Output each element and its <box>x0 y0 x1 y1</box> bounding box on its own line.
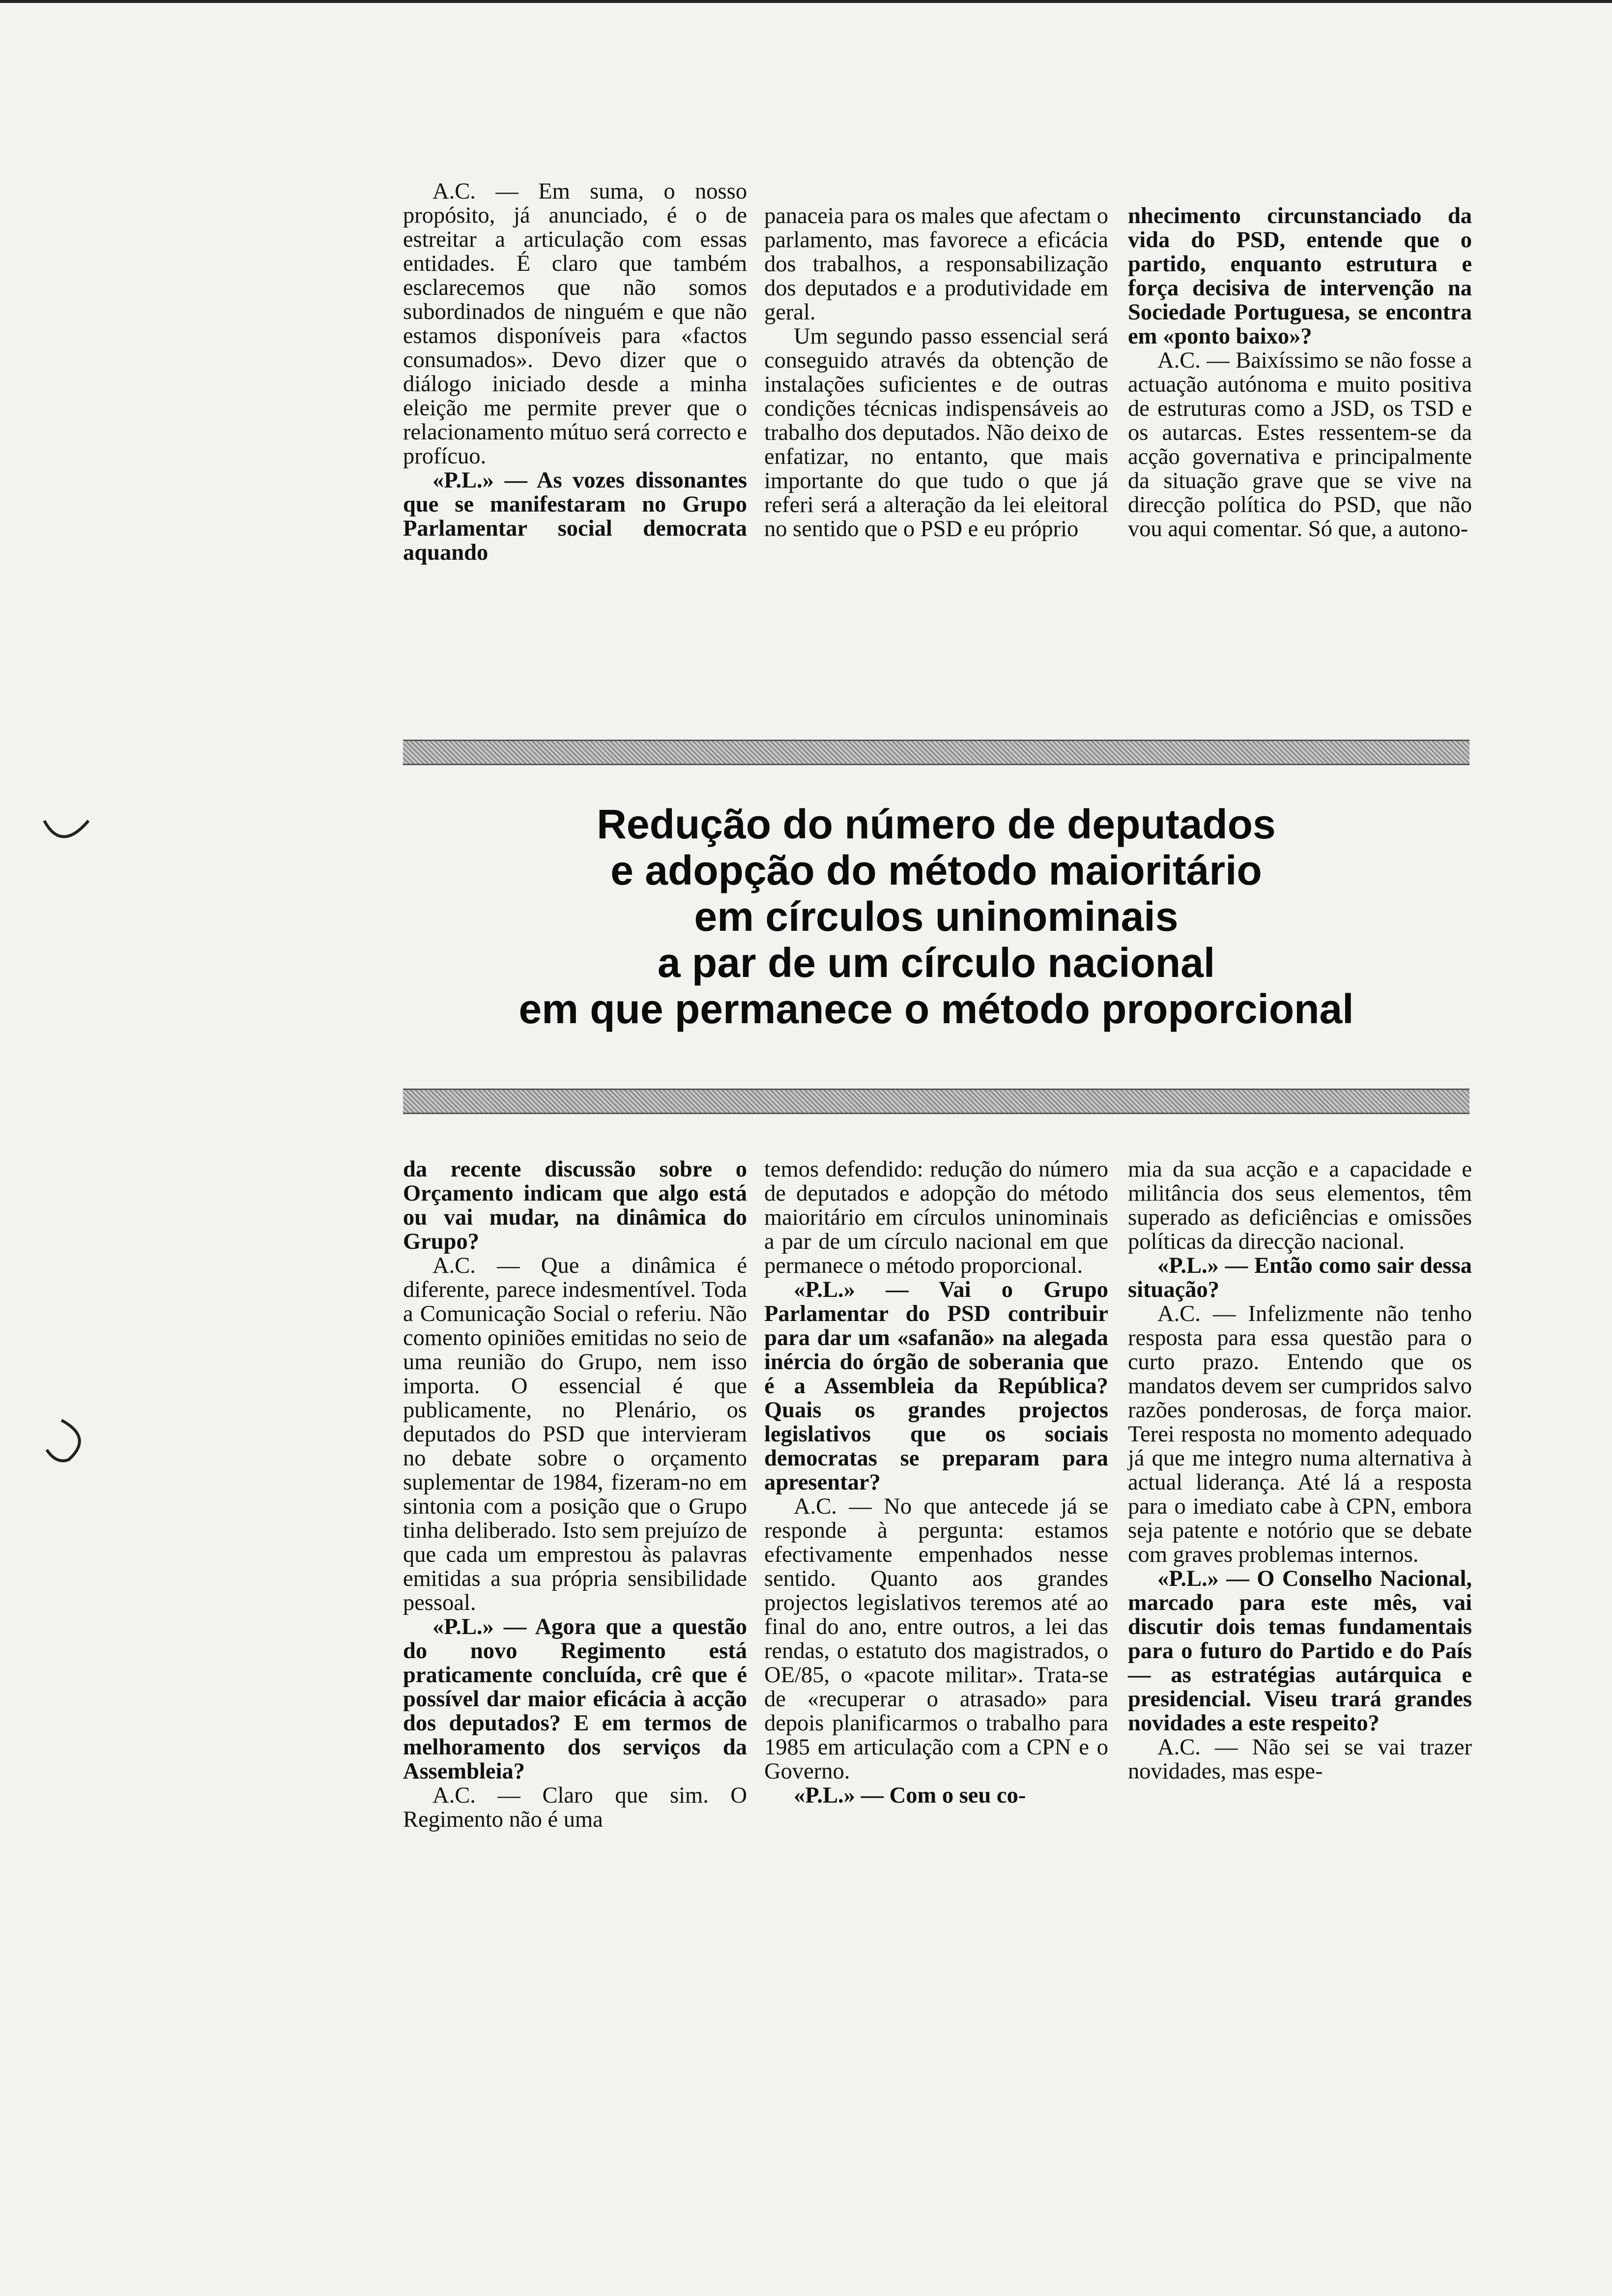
headline-line-2: e adopção do método maioritário <box>610 847 1262 893</box>
article-top-column-2 <box>764 204 1108 541</box>
headline-line-4: a par de um círculo nacional <box>657 940 1215 986</box>
headline-line-3: em círculos uninominais <box>694 893 1179 940</box>
article-paragraph: temos defendido: redução do número de deputados e adopção do método maioritário em círculos uninominais a par de um círculo nacional em que permanece o método proporcional. <box>764 1157 1108 1278</box>
article-paragraph: A.C. — Infelizmente não tenho resposta para essa questão para o curto prazo. Entendo que os mandatos devem ser cumpridos salvo razões ponderosas, de força maior. Terei resposta no momento adequado já que me integro numa alternativa à actual liderança. Até lá a resposta para o imediato cabe à CPN, embora seja patente e notório que se debate com graves problemas internos. <box>1128 1301 1472 1567</box>
article-paragraph: Um segundo passo essencial será conseguido através da obtenção de instalações suficientes e de outras condições técnicas indispensáveis ao trabalho dos deputados. Não deixo de enfatizar, no entanto, que mais importante do que tudo o que já referi será a alteração da lei eleitoral no sentido que o PSD e eu próprio <box>764 324 1108 542</box>
headline <box>403 801 1469 1032</box>
scan-top-edge <box>0 0 1612 3</box>
article-paragraph: A.C. — Em suma, o nosso propósito, já anunciado, é o de estreitar a articulação com essas entidades. É claro que também esclarecemos que não somos subordinados de ninguém e que não estamos disponíveis para «factos consumados». Devo dizer que o diálogo iniciado desde a minha eleição me permite prever que o relacionamento mútuo será correcto e profícuo. <box>403 179 747 469</box>
article-paragraph: A.C. — Baixíssimo se não fosse a actuação autónoma e muito positiva de estruturas como a JSD, os TSD e os autarcas. Estes ressentem-se da acção governativa e principalmente da situação grave que se vive na direcção política do PSD, que não vou aqui comentar. Só que, a autono- <box>1128 348 1472 542</box>
article-bottom-column-2 <box>764 1157 1108 1808</box>
article-paragraph: «P.L.» — Vai o Grupo Parlamentar do PSD contribuir para dar um «safanão» na alegada inércia do órgão de soberania que é a Assembleia da República? Quais os grandes projectos legislativos que os sociais democratas se preparam para apresentar? <box>764 1277 1108 1495</box>
article-paragraph: A.C. — Que a dinâmica é diferente, parece indesmentível. Toda a Comunicação Social o referiu. Não comento opiniões emitidas no seio de uma reunião do Grupo, nem isso importa. O essencial é que publicamente, no Plenário, os deputados do PSD que intervieram no debate sobre o orçamento suplementar de 1984, fizeram-no em sintonia com a posição que o Grupo tinha deliberado. Isto sem prejuízo de que cada um emprestou às palavras emitidas a sua própria sensibilidade pessoal. <box>403 1253 747 1615</box>
article-paragraph: A.C. — No que antecede já se responde à pergunta: estamos efectivamente empenhados nesse sentido. Quanto aos grandes projectos legislativos teremos até ao final do ano, entre outros, a lei das rendas, o estatuto dos magistrados, o OE/85, o «pacote militar». Trata-se de «recuperar o atrasado» para depois planificarmos o trabalho para 1985 em articulação com a CPN e o Governo. <box>764 1494 1108 1784</box>
article-paragraph: «P.L.» — O Conselho Nacional, marcado para este mês, vai discutir dois temas fundamentais para o futuro do Partido e do País — as estratégias autárquica e presidencial. Viseu trará grandes novidades a este respeito? <box>1128 1566 1472 1736</box>
article-paragraph: «P.L.» — Com o seu co- <box>794 1783 1026 1808</box>
article-bottom-column-3 <box>1128 1157 1472 1783</box>
article-paragraph: A.C. — Claro que sim. O Regimento não é uma <box>403 1783 747 1832</box>
article-paragraph: da recente discussão sobre o Orçamento indicam que algo está ou vai mudar, na dinâmica do Grupo? <box>403 1157 747 1254</box>
left-margin-arc-mark <box>39 811 93 855</box>
article-paragraph: «P.L.» — Agora que a questão do novo Regimento está praticamente concluída, crê que é possível dar maior eficácia à acção dos deputados? E em termos de melhoramento dos serviços da Assembleia? <box>403 1614 747 1784</box>
headline-line-5: em que permanece o método proporcional <box>518 986 1354 1032</box>
article-top-column-3 <box>1128 204 1472 541</box>
article-bottom-column-1 <box>403 1157 747 1832</box>
article-paragraph: mia da sua acção e a capacidade e militância dos seus elementos, têm superado as deficiências e omissões políticas da direcção nacional. <box>1128 1157 1472 1254</box>
article-top-column-1 <box>403 179 747 565</box>
article-paragraph: «P.L.» — Então como sair dessa situação? <box>1128 1253 1472 1302</box>
article-paragraph: A.C. — Não sei se vai trazer novidades, mas espe- <box>1128 1735 1472 1784</box>
lower-divider-band <box>403 1089 1469 1114</box>
article-paragraph: panaceia para os males que afectam o parlamento, mas favorece a eficácia dos trabalhos, a responsabilização dos deputados e a produtividade em geral. <box>764 203 1108 325</box>
article-paragraph: «P.L.» — As vozes dissonantes que se manifestaram no Grupo Parlamentar social democrata aquando <box>403 468 747 565</box>
headline-line-1: Redução do número de deputados <box>597 801 1276 847</box>
left-margin-hook-mark <box>42 1415 96 1469</box>
article-paragraph: nhecimento circunstanciado da vida do PSD, entende que o partido, enquanto estrutura e força decisiva de intervenção na Sociedade Portuguesa, se encontra em «ponto baixo»? <box>1128 203 1472 349</box>
upper-divider-band <box>403 740 1469 765</box>
